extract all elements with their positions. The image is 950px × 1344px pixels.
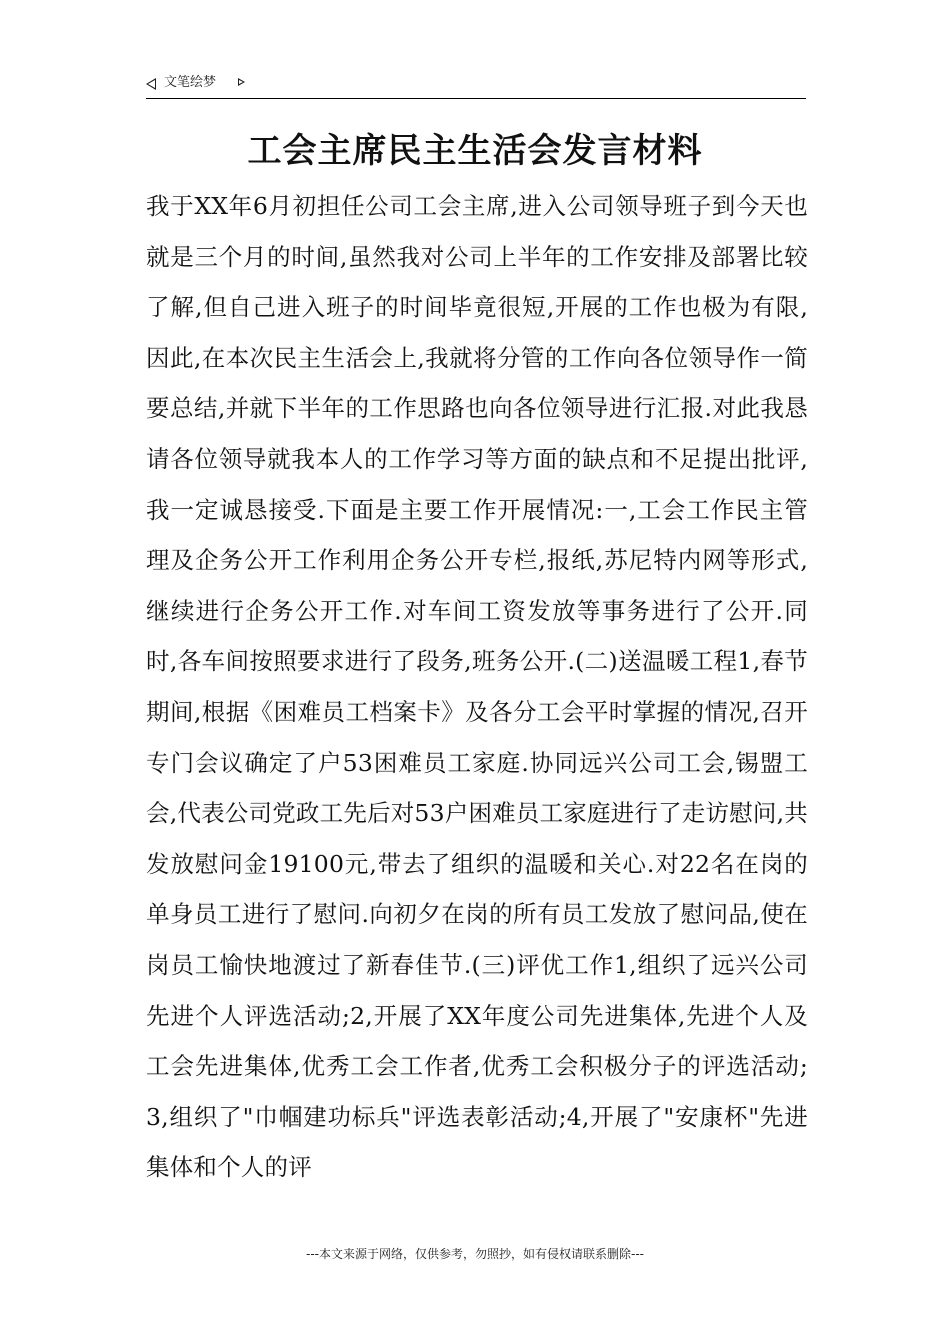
left-triangle-icon: [146, 78, 156, 90]
footer-notice: ---本文来源于网络，仅供参考，勿照抄，如有侵权请联系删除---: [306, 1247, 644, 1261]
header-brand: 文笔绘梦: [164, 75, 217, 90]
page-header: [146, 72, 806, 99]
document-title: 工会主席民主生活会发言材料: [247, 131, 703, 171]
right-triangle-icon: [238, 78, 245, 86]
document-body: 我于XX年6月初担任公司工会主席,进入公司领导班子到今天也就是三个月的时间,虽然我对公司上半年的工作安排及部署比较了解,但自己进入班子的时间毕竟很短,开展的工作也极为有限,因此,在本次民主生活会上,我就将分管的工作向各位领导作一简要总结,并就下半年的工作思路也向各位领导进行汇报.对此我恳请各位领导就我本人的工作学习等方面的缺点和不足提出批评,我一定诚恳接受.下面是主要工作开展情况:一,工会工作民主管理及企务公开工作利用企务公开专栏,报纸,苏尼特内网等形式,继续进行企务公开工作.对车间工资发放等事务进行了公开.同时,各车间按照要求进行了段务,班务公开.(二)送温暖工程1,春节期间,根据《困难员工档案卡》及各分工会平时掌握的情况,召开专门会议确定了户53困难员工家庭.协同远兴公司工会,锡盟工会,代表公司党政工先后对53户困难员工家庭进行了走访慰问,共发放慰问金19100元,带去了组织的温暖和关心.对22名在岗的单身员工进行了慰问.向初夕在岗的所有员工发放了慰问品,使在岗员工愉快地渡过了新春佳节.(三)评优工作1,组织了远兴公司先进个人评选活动;2,开展了XX年度公司先进集体,先进个人及工会先进集体,优秀工会工作者,优秀工会积极分子的评选活动;3,组织了"巾帼建功标兵"评选表彰活动;4,开展了"安康杯"先进集体和个人的评: [146, 192, 808, 1182]
